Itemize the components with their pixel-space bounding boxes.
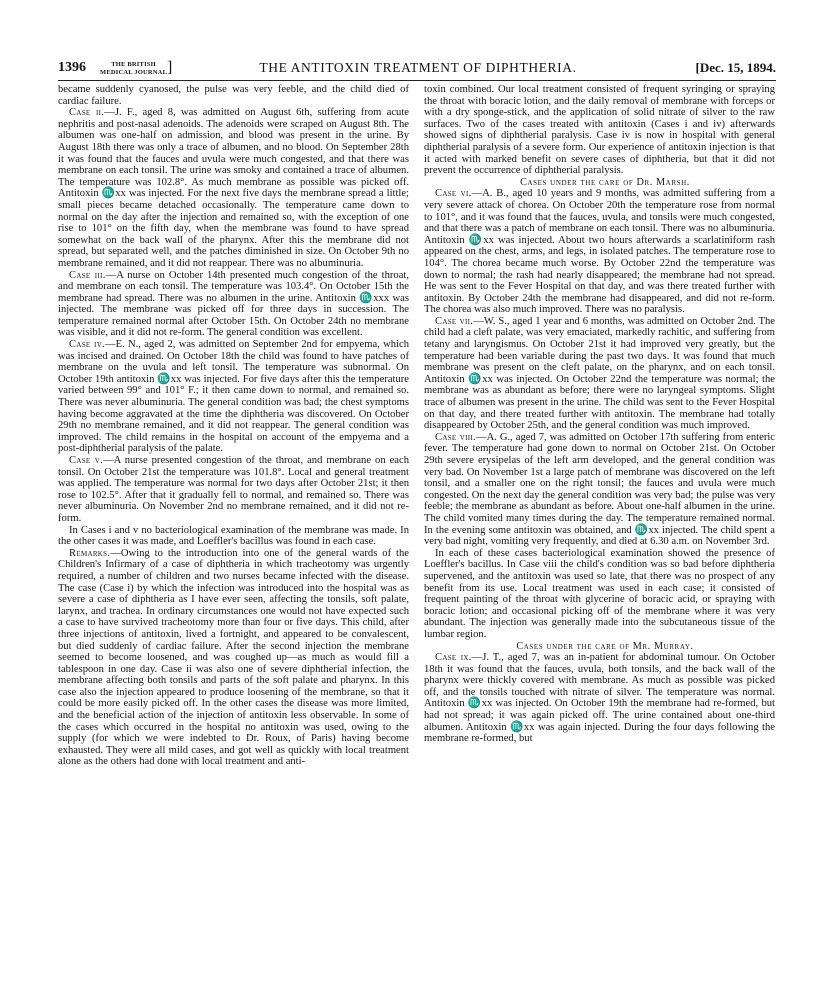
- case-label: Case iv.: [69, 339, 105, 351]
- case-text: —W. S., aged 1 year and 6 months, was admitted on October 2nd. The child had a cleft palate, was very emaciated, markedly rachitic, and suffering from tetany and laryngismus. On October 21st it had improved very greatly, but the temperature had been variable during the past two days. It was found that much membrane was present on the cleft palate, on the pharynx, and on each tonsil. Antitoxin ♏xx was injected. On October 22nd the temperature was normal; the membrane was as abundant as before; there were no laryngeal symptoms. Slight trace of albumen was present in the urine. The child was sent to the Fever Hospital on that day, and there treated further with antitoxin. The membrane had totally disappeared by October 25th, and the general condition was much improved.: [424, 315, 775, 432]
- case-label: Case iii.: [69, 269, 106, 281]
- right-column: [424, 84, 775, 994]
- case-paragraph: [58, 455, 409, 525]
- journal-masthead: [100, 61, 167, 77]
- case-text: —J. T., aged 7, was an in-patient for abdominal tumour. On October 18th it was found that the fauces, uvula, both tonsils, and the back wall of the pharynx were thickly covered with membrane. As much as possible was picked off, and the tonsils touched with nitrate of silver. The temperature was normal. Antitoxin ♏xx was injected. On October 19th the membrane had re-formed, but had not spread; it was again picked off. The urine contained about one-third albumen. Antitoxin ♏xx was again injected. During the four days following the membrane re-formed, but: [424, 652, 775, 745]
- case-text: —A. B., aged 10 years and 9 months, was admitted suffering from a very severe attack of chorea. On October 20th the temperature rose from normal to 101°, and it was found that the fauces, uvula, and tonsils were much congested, and that there was a patch of membrane on each tonsil. There was no albuminuria. Antitoxin ♏xx was injected. About two hours afterwards a scarlatiniform rash appeared on the chest, arms, and legs, in isolated patches. The temperature rose to 104°. The chorea became much worse. By October 22nd the temperature was down to normal; the rash had nearly disappeared; the membrane had not spread. He was sent to the Fever Hospital on that day, and was there treated further with antitoxin. By October 24th the membrane had disappeared, and did not re-form. The chorea was also much improved. There was no paralysis.: [424, 188, 775, 316]
- running-title: THE ANTITOXIN TREATMENT OF DIPHTHERIA.: [259, 60, 577, 75]
- case-label: Case ii.: [69, 107, 105, 119]
- case-label: Case vi.: [435, 188, 472, 200]
- case-paragraph: [424, 432, 775, 548]
- header-bracket: ]: [167, 59, 173, 76]
- case-text: —A nurse presented congestion of the throat, and membrane on each tonsil. On October 21st the temperature was 101.8°. Local and general treatment was applied. The temperature was normal for two days after October 21st; it then rose to 102.5°. After that it gradually fell to normal, and remained so. There was never albuminuria. On November 2nd no membrane remained, and it did not re-form.: [58, 455, 409, 524]
- section-heading: Cases under the care of Dr. Marsh.: [520, 176, 690, 188]
- case-text: —A nurse on October 14th presented much congestion of the throat, and membrane on each tonsil. The temperature was 103.4°. On October 15th the membrane had spread. There was no albumen in the urine. Antitoxin ♏xxx was injected. The membrane was picked off for three days in succession. The temperature remained normal after October 15th. On October 24th no membrane was visible, and it did not re-form. The general condition was excellent.: [58, 269, 409, 339]
- case-label: Case ix.: [435, 652, 472, 664]
- case-text: —E. N., aged 2, was admitted on September 2nd for empyema, which was incised and drained. On October 18th the child was found to have patches of membrane on the uvula and left tonsil. The temperature was subnormal. On October 19th antitoxin ♏xx was injected. For five days after this the temperature varied between 99° and 101° F.; it then came down to normal, and remained so. There was never albuminuria. The general condition was bad; the chest symptoms having become aggravated at the time the diphtheria was discovered. On October 29th no membrane remained, and it did not reappear. The general condition was improved. The child remains in the hospital on account of the empyema and a post-diphtherial paralysis of the palate.: [58, 339, 409, 455]
- journal-line-2: MEDICAL JOURNAL: [100, 69, 168, 76]
- case-label: Case vii.: [435, 315, 474, 327]
- journal-line-1: THE BRITISH: [111, 61, 156, 68]
- case-label: Case viii.: [435, 431, 476, 443]
- section-heading: Cases under the care of Mr. Murray.: [516, 640, 694, 652]
- remarks-paragraph: [58, 548, 409, 768]
- case-paragraph: [424, 316, 775, 432]
- paragraph: became suddenly cyanosed, the pulse was very feeble, and the child died of cardiac failure.: [58, 84, 409, 107]
- case-paragraph: [424, 188, 775, 316]
- remarks-text: —Owing to the introduction into one of the general wards of the Children's Infirmary of a case of diphtheria in which tracheotomy was urgently required, a number of children and two nurses became infected with the disease. The case (Case i) by which the infection was introduced into the hospital was as severe a case of diphtheria as I have ever seen, affecting the tonsils, soft palate, larynx, and trachea. In ordinary circumstances one would not have expected such a case to have survived tracheotomy more than four or five days. This child, after three injections of antitoxin, lived a fortnight, and appeared to be convalescent, but died suddenly of cardiac failure. After the second injection the membrane seemed to become loosened, and was coughed up—as much as would fill a tablespoon in one day. Case ii was also one of severe diphtherial infection, the membrane affecting both tonsils and parts of the soft palate and pharynx. In this case also the injection appeared to produce loosening of the membrane, so that it could be more easily picked off. In the other cases the disease was more limited, and the beneficial action of the injection of antitoxin less observable. In some of the cases which occurred in the hospital no antitoxin was used, owing to the supply (for which we were indebted to Dr. Roux, of Paris) having become exhausted. They were all mild cases, and got well as quickly with local treatment alone as the others had done with local treatment and anti-: [58, 547, 409, 768]
- case-label: Case v.: [69, 455, 104, 466]
- case-text: —J. F., aged 8, was admitted on August 6th, suffering from acute nephritis and post-nasal adenoids. The adenoids were scraped on August 8th. The albumen was one-half on admission, and blood was present in the urine. By August 18th there was only a trace of albumen, and no blood. On September 28th it was found that the fauces and uvula were much congested, and that there was membrane on each tonsil. The urine was smoky and contained a trace of albumen. The temperature was 102.8°. As much membrane as possible was picked off. Antitoxin ♏xx was injected. For the next five days the membrane spread a little; small pieces became detached occasionally. The temperature came down to normal on the day after the injection and remained so, with the exception of one rise to 101° on the fifth day, when the membrane was found to have spread somewhat on the back wall of the pharynx. After this the membrane did not spread, but separated well, and the patches diminished in size. On October 9th no membrane remained, and it did not reappear. There was no albuminuria.: [58, 107, 409, 269]
- case-paragraph: [58, 339, 409, 455]
- issue-date: [Dec. 15, 1894.: [695, 60, 776, 75]
- left-column: [58, 84, 409, 994]
- page-header: [58, 60, 776, 80]
- remarks-label: Remarks.: [69, 547, 111, 559]
- paragraph: toxin combined. Our local treatment consisted of frequent syringing or spraying the throat with boracic lotion, and the daily removal of membrane with forceps or with a dry sponge-stick, and the application of solid nitrate of silver to the raw surfaces. Two of the cases treated with antitoxin (Cases i and iv) afterwards showed signs of diphtherial paralysis. Case iv is now in hospital with general diphtherial paralysis of a severe form. Our experience of antitoxin injection is that it acted with marked benefit on severe cases of diphtheria, but that it did not prevent the occurrence of diphtherial paralysis.: [424, 84, 775, 177]
- case-paragraph: [58, 107, 409, 269]
- case-paragraph: [58, 270, 409, 340]
- paragraph: In each of these cases bacteriological examination showed the presence of Loeffler's bacillus. In Case viii the child's condition was so bad before diphtheria supervened, and the antitoxin was used so late, that there was no prospect of any benefit from its use. Local treatment was used in each case; it consisted of frequent painting of the throat with glycerine of boracic acid, or spraying with boracic lotion; and occasional picking off of the membrane where it was very abundant. The injection was generally made into the subcutaneous tissue of the lumbar region.: [424, 547, 775, 640]
- header-rule: [58, 80, 776, 81]
- case-paragraph: [424, 652, 775, 745]
- page-number: 1396: [58, 60, 86, 75]
- case-text: —A. G., aged 7, was admitted on October 17th suffering from enteric fever. The temperature had gone down to normal on October 21st. On October 29th severe erysipelas of the left arm developed, and the general condition was very bad. On November 1st a large patch of membrane was discovered on the left tonsil, and a smaller one on the right tonsil; the fauces and uvula were much congested. On the next day the general condition was very bad; the pulse was very feeble; the membrane as abundant as before. About one-half albumen in the urine. The child vomited many times during the day. The temperature remained normal. In the evening some antitoxin was obtained, and ♏xx injected. The child spent a very bad night, vomiting very frequently, and died at 6.30 a.m. on November 3rd.: [424, 431, 775, 548]
- paragraph: In Cases i and v no bacteriological examination of the membrane was made. In the other cases it was made, and Loeffler's bacillus was found in each case.: [58, 524, 409, 548]
